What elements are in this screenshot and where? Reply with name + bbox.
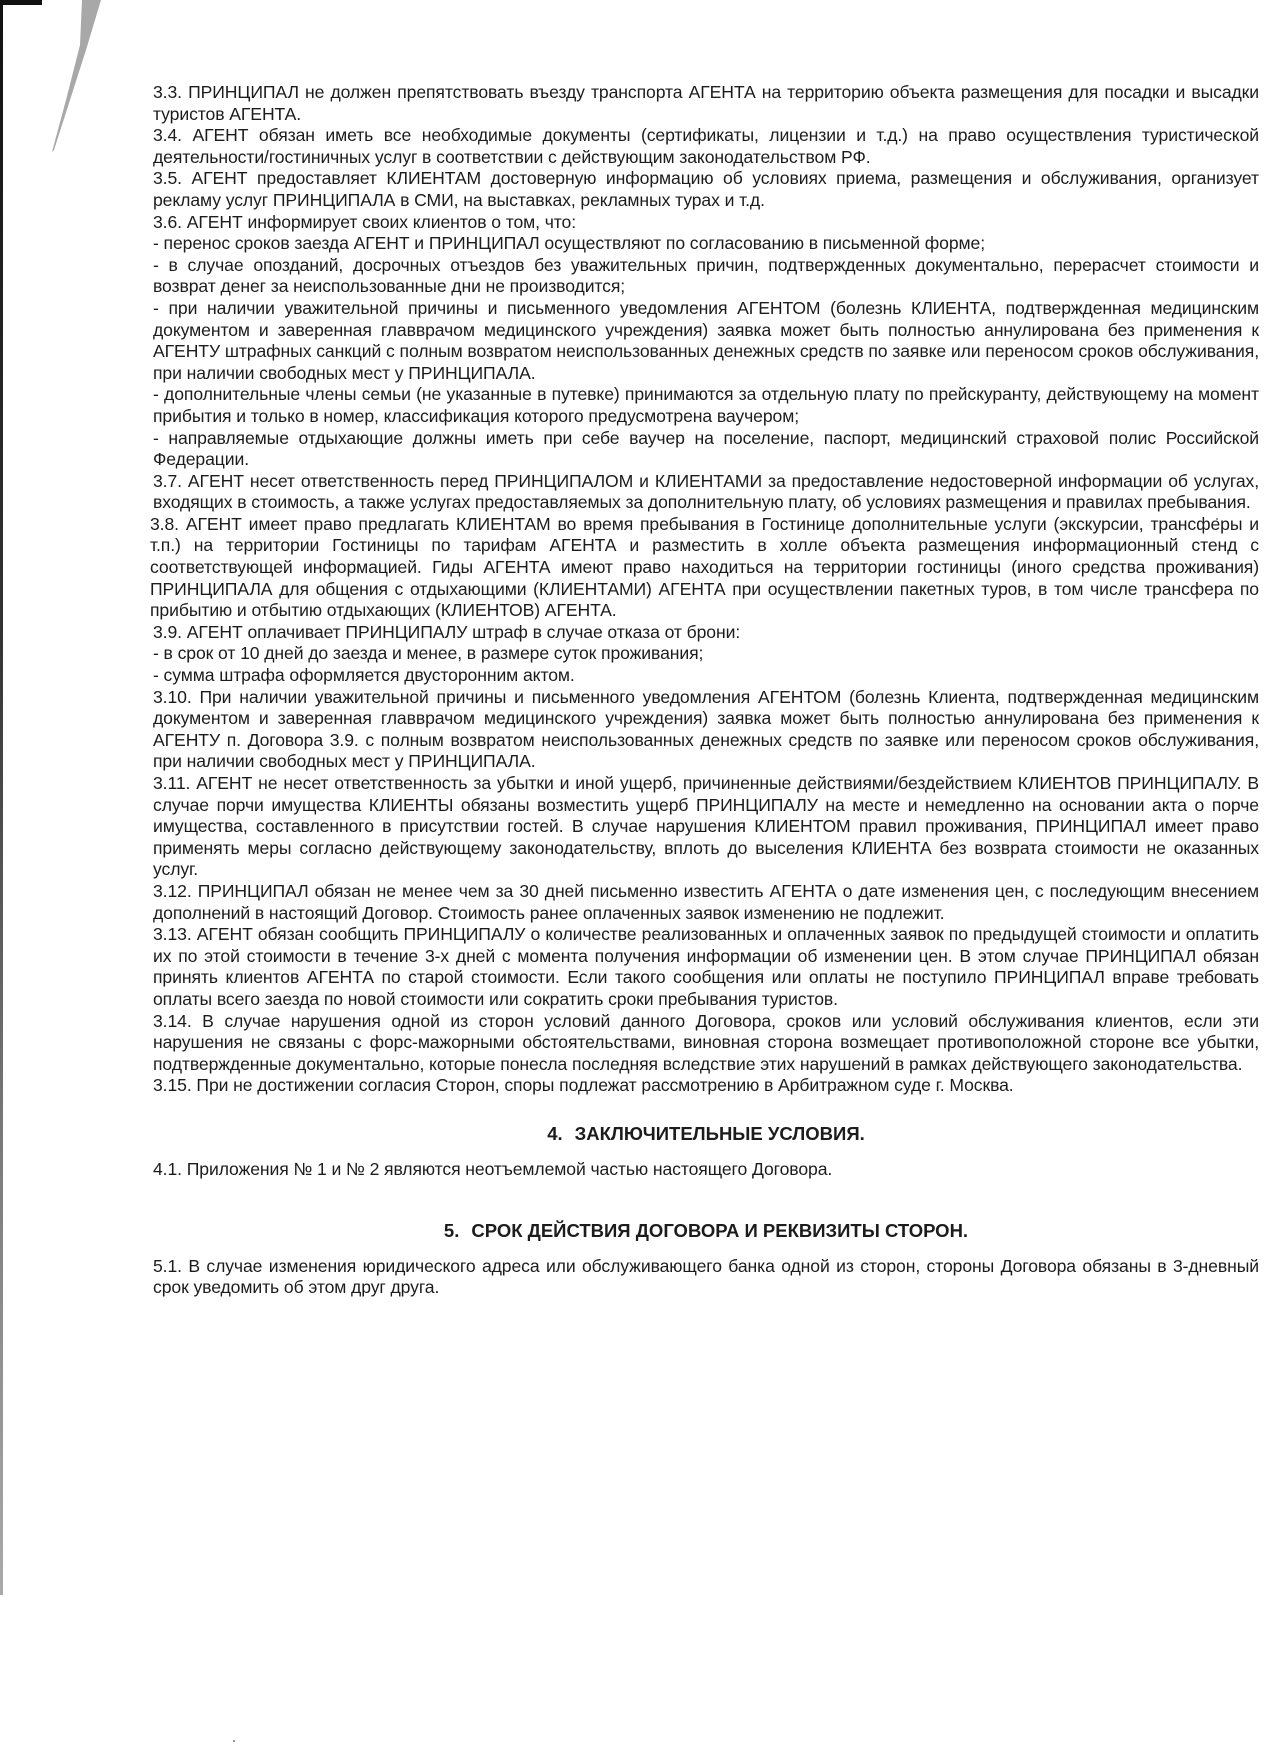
clause-3-6-item: - перенос сроков заезда АГЕНТ и ПРИНЦИПАЛ осуществляют по согласованию в письменной форме; [153,233,985,254]
section-title: ЗАКЛЮЧИТЕЛЬНЫЕ УСЛОВИЯ. [574,1122,865,1144]
clause-3-6-item: - при наличии уважительной причины и письменного уведомления АГЕНТОМ (болезнь КЛИЕНТА, подтвержденная медицинским документом и заверенная главврачом медицинского учреждения) заявка может быть полностью аннулирована без применения к АГЕНТУ штрафных санкций с полным возвратом неиспользованных денежных средств по заявке или переносом сроков обслуживания, при наличии свободных мест у ПРИНЦИПАЛА. [153,297,1259,383]
clause-3-13: 3.13. АГЕНТ обязан сообщить ПРИНЦИПАЛУ о количестве реализованных и оплаченных заявок по предыдущей стоимости и оплатить их по этой стоимости в течение 3-х дней с момента получения информации об изменении цен. В этом случае ПРИНЦИПАЛ обязан принять клиентов АГЕНТА по старой стоимости. Если такого сообщения или оплаты не поступило ПРИНЦИПАЛ вправе требовать оплаты всего заезда по новой стоимости или сократить сроки пребывания туристов. [153,924,1259,1009]
clause-4-1: 4.1. Приложения № 1 и № 2 являются неотъемлемой частью настоящего Договора. [153,1158,833,1179]
clause-3-4: 3.4. АГЕНТ обязан иметь все необходимые документы (сертификаты, лицензии и т.д.) на право осуществления туристической деятельности/гостиничных услуг в соответствии с действующим законодательством РФ. [153,125,1259,167]
clause-3-11: 3.11. АГЕНТ не несет ответственность за убытки и иной ущерб, причиненные действиями/бездействием КЛИЕНТОВ ПРИНЦИПАЛУ. В случае порчи имущества КЛИЕНТЫ обязаны возместить ущерб ПРИНЦИПАЛУ на месте и немедленно на основании акта о порче имущества, составленного в присутствии гостей. В случае нарушения КЛИЕНТОМ правил проживания, ПРИНЦИПАЛ имеет право применять меры согласно действующему законодательству, вплоть до выселения КЛИЕНТА без возврата стоимости не оказанных услуг. [153,773,1259,880]
scan-fold-shadow [0,0,130,200]
clause-3-6: 3.6. АГЕНТ информирует своих клиентов о том, что: [153,211,577,232]
section-title: СРОК ДЕЙСТВИЯ ДОГОВОРА И РЕКВИЗИТЫ СТОРОН. [471,1220,969,1242]
section-number: 4. [547,1122,563,1144]
clause-3-3: 3.3. ПРИНЦИПАЛ не должен препятствовать въезду транспорта АГЕНТА на территорию объекта размещения для посадки и высадки туристов АГЕНТА. [153,82,1259,124]
clause-3-12: 3.12. ПРИНЦИПАЛ обязан не менее чем за 30 дней письменно известить АГЕНТА о дате изменения цен, с последующим внесением дополнений в настоящий Договор. Стоимость ранее оплаченных заявок изменению не подлежит. [153,880,1259,923]
contract-body [150,82,1259,1299]
clause-3-9-item: - в срок от 10 дней до заезда и менее, в размере суток проживания; [153,643,704,664]
scan-speck [233,1740,235,1742]
clause-3-6-item: - дополнительные члены семьи (не указанные в путевке) принимаются за отдельную плату по прейскуранту, действующему на момент прибытия и только в номер, классификация которого предусмотрена ваучером; [153,384,1259,426]
section-heading-4 [153,1123,1259,1145]
scan-edge-left [0,0,3,1595]
clause-3-5: 3.5. АГЕНТ предоставляет КЛИЕНТАМ достоверную информацию об условиях приема, размещения и обслуживания, организует рекламу услуг ПРИНЦИПАЛА в СМИ, на выставках, рекламных турах и т.д. [153,168,1259,210]
clause-3-6-item: - направляемые отдыхающие должны иметь при себе ваучер на поселение, паспорт, медицинский страховой полис Российской Федерации. [153,427,1259,470]
section-heading-5 [153,1220,1259,1242]
clause-3-9: 3.9. АГЕНТ оплачивает ПРИНЦИПАЛУ штраф в случае отказа от брони: [153,621,741,642]
clause-3-14: 3.14. В случае нарушения одной из сторон условий данного Договора, сроков или условий обслуживания клиентов, если эти нарушения не связаны с форс-мажорными обстоятельствами, виновная сторона возмещает противоположной стороне все убытки, подтвержденные документально, которые понесла последняя вследствие этих нарушений в рамках действующего законодательства. [153,1010,1259,1074]
clause-3-10: 3.10. При наличии уважительной причины и письменного уведомления АГЕНТОМ (болезнь Клиента, подтвержденная медицинским документом и заверенная главврачом медицинского учреждения) заявка может быть полностью аннулирована без применения к АГЕНТУ п. Договора 3.9. с полным возвратом неиспользованных денежных средств по заявке или переносом сроков обслуживания, при наличии свободных мест у ПРИНЦИПАЛА. [153,686,1259,772]
clause-3-9-item: - сумма штрафа оформляется двусторонним актом. [153,665,575,686]
clause-3-8: 3.8. АГЕНТ имеет право предлагать КЛИЕНТАМ во время пребывания в Гостинице дополнительные услуги (экскурсии, трансферы и т.п.) на территории Гостиницы по тарифам АГЕНТА и разместить в холле объекта размещения информационный стенд с соответствующей информацией. Гиды АГЕНТА имеют право находиться на территории гостиницы (иного средства проживания) ПРИНЦИПАЛА для общения с отдыхающими (КЛИЕНТАМИ) АГЕНТА при осуществлении пакетных туров, в том числе трансфера по прибытию и отбытию отдыхающих (КЛИЕНТОВ) АГЕНТА. [150,513,1259,621]
section-number: 5. [443,1220,460,1242]
clause-3-6-item: - в случае опозданий, досрочных отъездов без уважительных причин, подтвержденных документально, перерасчет стоимости и возврат денег за неиспользованные дни не производится; [153,254,1259,297]
clause-5-1: 5.1. В случае изменения юридического адреса или обслуживающего банка одной из сторон, стороны Договора обязаны в 3-дневный срок уведомить об этом друг друга. [153,1255,1259,1298]
clause-3-15: 3.15. При не достижении согласия Сторон, споры подлежат рассмотрению в Арбитражном суде г. Москва. [153,1075,1014,1096]
clause-3-7: 3.7. АГЕНТ несет ответственность перед ПРИНЦИПАЛОМ и КЛИЕНТАМИ за предоставление недостоверной информации об услугах, входящих в стоимость, а также услугах предоставляемых за дополнительную плату, об условиях размещения и правилах пребывания. [153,470,1259,513]
